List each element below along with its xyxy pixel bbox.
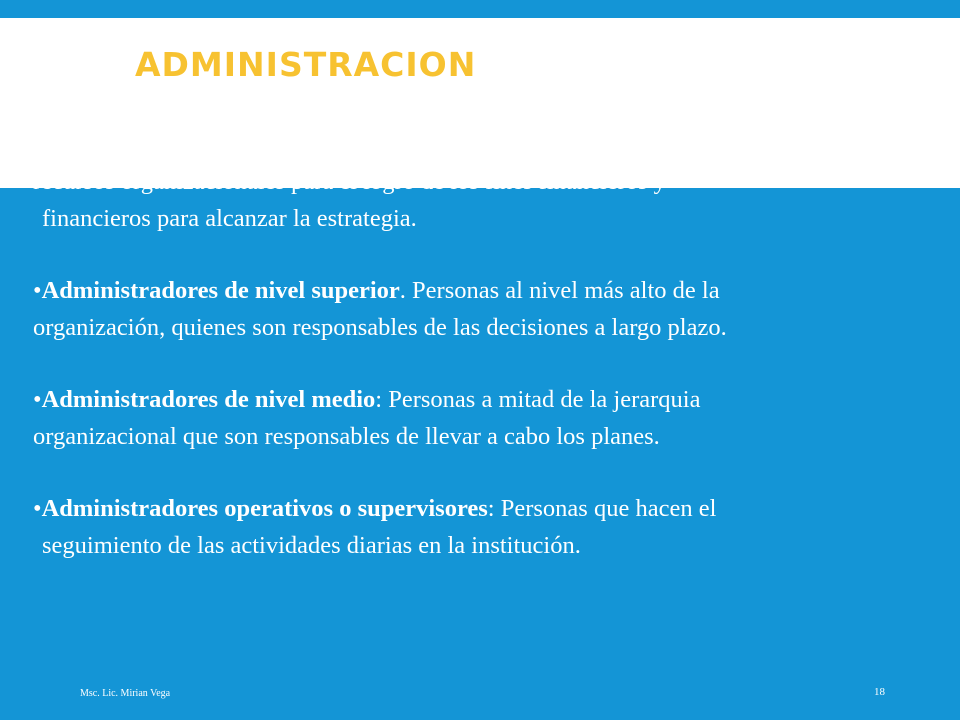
page-number: 18 [874,686,885,698]
bullet-text-line2: organizacional que son responsables de llevar a cabo los planes. [33,422,660,450]
bullet-line [33,491,938,528]
bullet-term: Administradores de nivel superior [41,277,400,304]
slide-body [33,164,938,600]
bullet-line [33,273,938,310]
bullet-mark: • [33,277,42,304]
bullet-text-line2: seguimiento de las actividades diarias en la institución. [42,531,581,559]
bullet-sep: : [375,386,383,413]
bullet-mark: • [33,386,42,413]
bullet-term: Administradores operativos o supervisores [41,495,488,522]
continuation-line: financieros para alcanzar la estrategia. [42,204,417,232]
footer-author: Msc. Lic. Mirian Vega [80,688,171,699]
slide-title: ADMINISTRACION [135,45,477,84]
bullet-term: Administradores de nivel medio [41,386,376,413]
bullet-paragraph-medio [33,382,938,455]
bullet-sep: : [487,495,495,522]
bullet-line [33,382,938,419]
bullet-paragraph-operativos [33,491,938,564]
bullet-text: Personas al nivel más alto de la [405,277,720,304]
bullet-text: Personas a mitad de la jerarquia [382,386,701,413]
title-band [0,18,960,188]
bullet-paragraph-superior [33,273,938,346]
bullet-mark: • [33,495,42,522]
bullet-text: Personas que hacen el [494,495,717,522]
bullet-sep: . [399,277,406,304]
bullet-text-line2: organización, quienes son responsables de las decisiones a largo plazo. [33,313,727,341]
